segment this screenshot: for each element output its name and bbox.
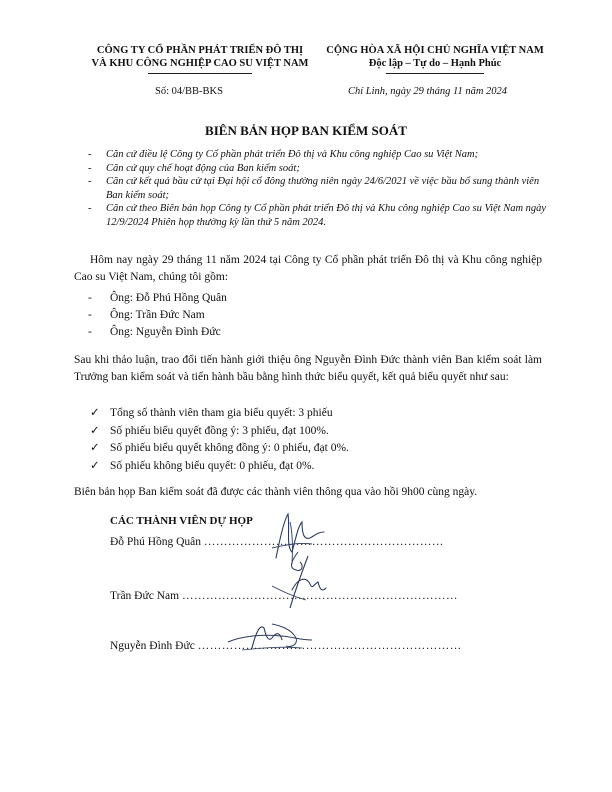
vote-result-item: ✓ Số phiếu biểu quyết không đồng ý: 0 phiếu, đạt 0%.: [88, 440, 349, 458]
dotted-line: ……………………………………………………: [203, 536, 444, 548]
vote-result-item: ✓ Số phiếu biểu quyết đồng ý: 3 phiếu, đạt 100%.: [88, 423, 349, 441]
company-name-line2: VÀ KHU CÔNG NGHIỆP CAO SU VIỆT NAM: [91, 58, 309, 69]
company-name-line1: CÔNG TY CỔ PHẦN PHÁT TRIỂN ĐÔ THỊ: [96, 45, 304, 56]
signatures-heading: CÁC THÀNH VIÊN DỰ HỌP: [110, 515, 253, 527]
check-mark-icon: ✓: [90, 424, 100, 437]
member-item: - Ông: Trần Đức Nam: [88, 309, 205, 321]
member-item: - Ông: Nguyễn Đình Đức: [88, 326, 221, 338]
signatory-name: Trần Đức Nam: [110, 590, 180, 602]
company-header: [60, 44, 340, 70]
document-title: BIÊN BẢN HỌP BAN KIỂM SOÁT: [205, 123, 407, 138]
handwritten-signature-2: [262, 548, 342, 620]
check-mark-icon: ✓: [90, 407, 100, 419]
vote-result-item: ✓ Số phiếu không biểu quyết: 0 phiếu, đạt 0%.: [88, 458, 349, 476]
signature-line: [110, 536, 444, 548]
handwritten-signature-3: [222, 618, 322, 660]
legal-basis-item: - Căn cứ quy chế hoạt động của Ban kiểm soát;: [88, 162, 300, 174]
check-mark-icon: ✓: [90, 459, 100, 472]
vote-result-item: ✓ Tổng số thành viên tham gia biểu quyết: 3 phiếu: [88, 405, 349, 423]
discussion-paragraph: Sau khi thảo luận, trao đổi tiến hành giới thiệu ông Nguyễn Đình Đức thành viên Ban kiểm soát làm Trưởng ban kiểm soát và tiến hành bầu bằng hình thức biểu quyết, kết quả biểu quyết như sau:: [74, 354, 542, 383]
legal-basis-item: - Căn cứ kết quả bầu cử tại Đại hội cổ đông thường niên ngày 24/6/2021 về việc bầu bổ sung thành viên Ban kiểm soát;: [88, 176, 540, 201]
signatory-name: Đỗ Phú Hồng Quân: [110, 536, 202, 548]
dotted-line: …………………………………………………………: [197, 640, 462, 652]
members-list: [88, 290, 227, 341]
company-underline: [148, 73, 252, 74]
closing-statement: Biên bản họp Ban kiểm soát đã được các thành viên thông qua vào hồi 9h00 cùng ngày.: [74, 486, 478, 498]
nation-motto: Độc lập – Tự do – Hạnh Phúc: [368, 58, 502, 69]
nation-header: [300, 44, 570, 70]
dotted-line: ……………………………………………………………: [181, 590, 458, 602]
check-mark-icon: ✓: [90, 442, 100, 454]
signatory-name: Nguyễn Đình Đức: [110, 640, 195, 652]
vote-results-list: [88, 405, 349, 475]
nation-underline: [386, 73, 484, 74]
legal-basis-list: [88, 148, 548, 229]
legal-basis-item: - Căn cứ theo Biên bản họp Công ty Cổ phần phát triển Đô thị và Khu công nghiệp Cao su Việt Nam ngày 12/9/2024 Phiên họp thường kỳ lần thứ 5 năm 2024.: [88, 203, 547, 228]
member-item: - Ông: Đỗ Phú Hồng Quân: [88, 292, 227, 304]
nation-title: CỘNG HÒA XÃ HỘI CHỦ NGHĨA VIỆT NAM: [326, 45, 544, 56]
legal-basis-item: - Căn cứ điều lệ Công ty Cổ phần phát triển Đô thị và Khu công nghiệp Cao su Việt Nam;: [88, 149, 479, 160]
document-number: Số: 04/BB-BKS: [155, 86, 223, 97]
intro-paragraph: Hôm nay ngày 29 tháng 11 năm 2024 tại Công ty Cổ phần phát triển Đô thị và Khu công nghiệp Cao su Việt Nam, chúng tôi gồm:: [74, 254, 542, 283]
place-date: Chí Linh, ngày 29 tháng 11 năm 2024: [348, 86, 508, 97]
